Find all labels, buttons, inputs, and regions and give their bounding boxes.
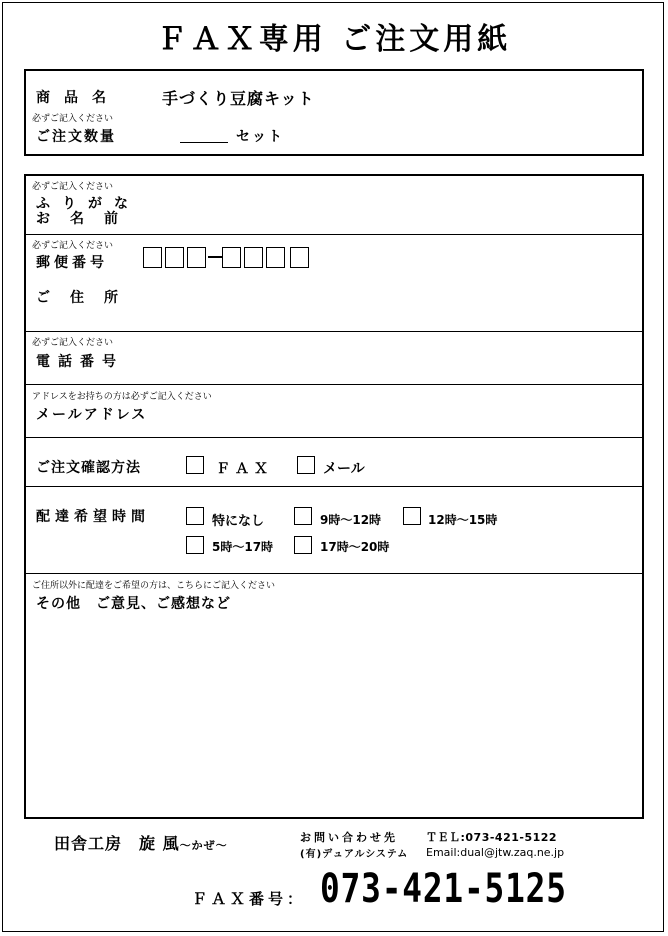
product-box — [24, 69, 644, 156]
confirm-method-label: ご注文確認方法 — [36, 460, 141, 476]
delivery-9-12-checkbox[interactable] — [294, 507, 312, 525]
delivery-option-label: 5時〜17時 — [212, 540, 274, 554]
postal-digit-box[interactable] — [222, 247, 241, 268]
contact-email: Email:dual@jtw.zaq.ne.jp — [426, 846, 565, 859]
name-label: お名前 — [36, 211, 138, 227]
contact-tel: ＴＥＬ:073-421-5122 — [426, 831, 558, 844]
shop-name-main: 田舎工房 旋 風 — [54, 834, 180, 853]
divider — [25, 486, 643, 487]
comments-label: その他 ご意見、ご感想など — [36, 596, 231, 612]
delivery-none-checkbox[interactable] — [186, 507, 204, 525]
fax-number: 073-421-5125 — [320, 866, 567, 912]
comments-note: ご住所以外に配達をご希望の方は、こちらにご記入ください — [32, 581, 276, 591]
postal-code-label: 郵便番号 — [36, 255, 108, 271]
delivery-option-label: 特になし — [212, 514, 265, 529]
postal-digit-box[interactable] — [143, 247, 162, 268]
form-title: ＦＡＸ専用 ご注文用紙 — [156, 22, 512, 57]
quantity-label: ご注文数量 — [36, 129, 116, 145]
product-name-label: 商品名 — [36, 90, 120, 106]
postal-digit-box[interactable] — [165, 247, 184, 268]
required-note: 必ずご記入ください — [32, 338, 114, 348]
postal-digit-box[interactable] — [290, 247, 309, 268]
fax-checkbox[interactable] — [186, 456, 204, 474]
shop-name — [54, 831, 228, 854]
company-name: (有)デュアルシステム — [300, 849, 409, 860]
shop-name-reading: 〜かぜ〜 — [179, 839, 228, 852]
address-label: ご住所 — [36, 290, 138, 306]
divider — [25, 234, 643, 235]
delivery-option-label: 12時〜15時 — [428, 513, 498, 527]
email-label: メールアドレス — [36, 407, 148, 423]
quantity-field[interactable] — [180, 128, 228, 143]
fax-number-label: ＦＡＸ番号： — [192, 890, 307, 908]
postal-digit-box[interactable] — [244, 247, 263, 268]
divider — [25, 331, 643, 332]
email-note: アドレスをお持ちの方は必ずご記入ください — [32, 392, 212, 402]
delivery-time-label: 配達希望時間 — [36, 509, 150, 525]
divider — [25, 437, 643, 438]
product-name-value: 手づくり豆腐キット — [162, 89, 315, 108]
delivery-5-17-checkbox[interactable] — [186, 536, 204, 554]
postal-digit-box[interactable] — [187, 247, 206, 268]
mail-checkbox[interactable] — [297, 456, 315, 474]
fax-option-label: ＦＡＸ — [216, 461, 273, 477]
delivery-17-20-checkbox[interactable] — [294, 536, 312, 554]
furigana-label: ふりがな — [36, 196, 140, 212]
quantity-unit: セット — [236, 129, 284, 145]
mail-option-label: メール — [323, 461, 365, 477]
delivery-12-15-checkbox[interactable] — [403, 507, 421, 525]
required-note: 必ずご記入ください — [32, 241, 114, 251]
delivery-option-label: 17時〜20時 — [320, 540, 390, 554]
phone-label: 電話番号 — [36, 354, 124, 370]
postal-hyphen — [208, 256, 222, 258]
divider — [25, 384, 643, 385]
required-note: 必ずご記入ください — [32, 114, 114, 124]
divider — [25, 573, 643, 574]
comments-area[interactable] — [28, 612, 640, 812]
postal-digit-box[interactable] — [266, 247, 285, 268]
delivery-option-label: 9時〜12時 — [320, 513, 382, 527]
required-note: 必ずご記入ください — [32, 182, 114, 192]
contact-label: お問い合わせ先 — [300, 831, 398, 844]
